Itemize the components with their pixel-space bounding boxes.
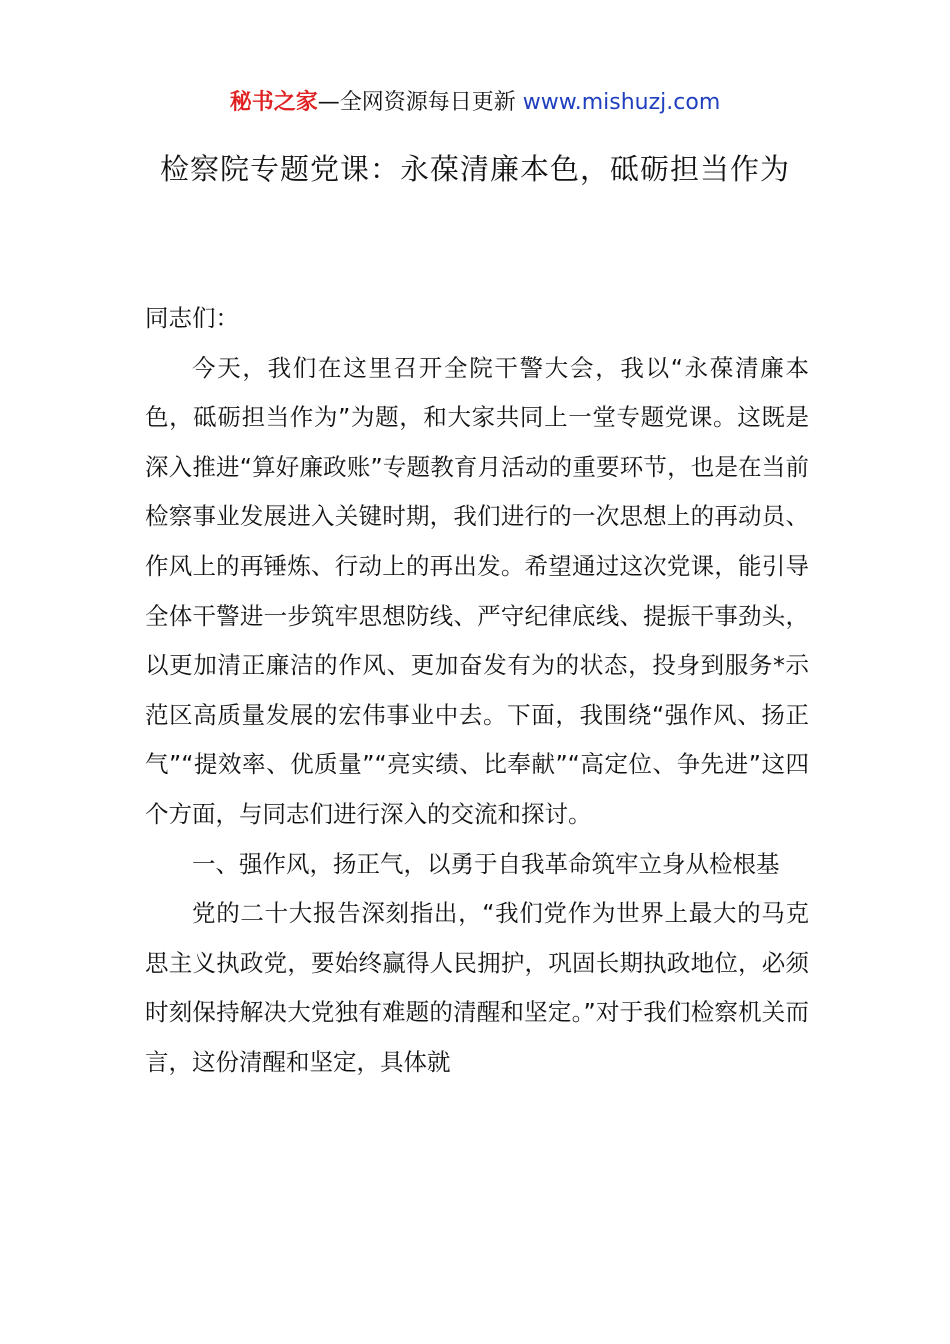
site-header (0, 86, 950, 120)
paragraph-intro: 今天，我们在这里召开全院干警大会，我以“永葆清廉本色，砥砺担当作为”为题，和大家共同上一堂专题党课。这既是深入推进“算好廉政账”专题教育月活动的重要环节，也是在当前检察事业发展进入关键时期，我们进行的一次思想上的再动员、作风上的再锤炼、行动上的再出发。希望通过这次党课，能引导全体干警进一步筑牢思想防线、严守纪律底线、提振干事劲头，以更加清正廉洁的作风、更加奋发有为的状态，投身到服务*示范区高质量发展的宏伟事业中去。下面，我围绕“强作风、扬正气”“提效率、优质量”“亮实绩、比奉献”“高定位、争先进”这四个方面，与同志们进行深入的交流和探讨。 (145, 353, 809, 828)
paragraph-section-1: 党的二十大报告深刻指出，“我们党作为世界上最大的马克思主义执政党，要始终赢得人民拥护，巩固长期执政地位，必须时刻保持解决大党独有难题的清醒和坚定。”对于我们检察机关而言，这份清醒和坚定，具体就 (145, 899, 809, 1076)
header-tagline: 全网资源每日更新 (339, 90, 516, 115)
document-title: 检察院专题党课：永葆清廉本色，砥砺担当作为 (159, 152, 790, 186)
document-body (145, 294, 809, 1088)
site-url-link[interactable]: www.mishuzj.com (522, 90, 721, 115)
section-heading-1: 一、强作风，扬正气，以勇于自我革命筑牢立身从检根基 (192, 849, 780, 878)
header-separator: — (317, 90, 340, 115)
salutation: 同志们： (145, 304, 239, 332)
brand-name: 秘书之家 (229, 90, 318, 115)
